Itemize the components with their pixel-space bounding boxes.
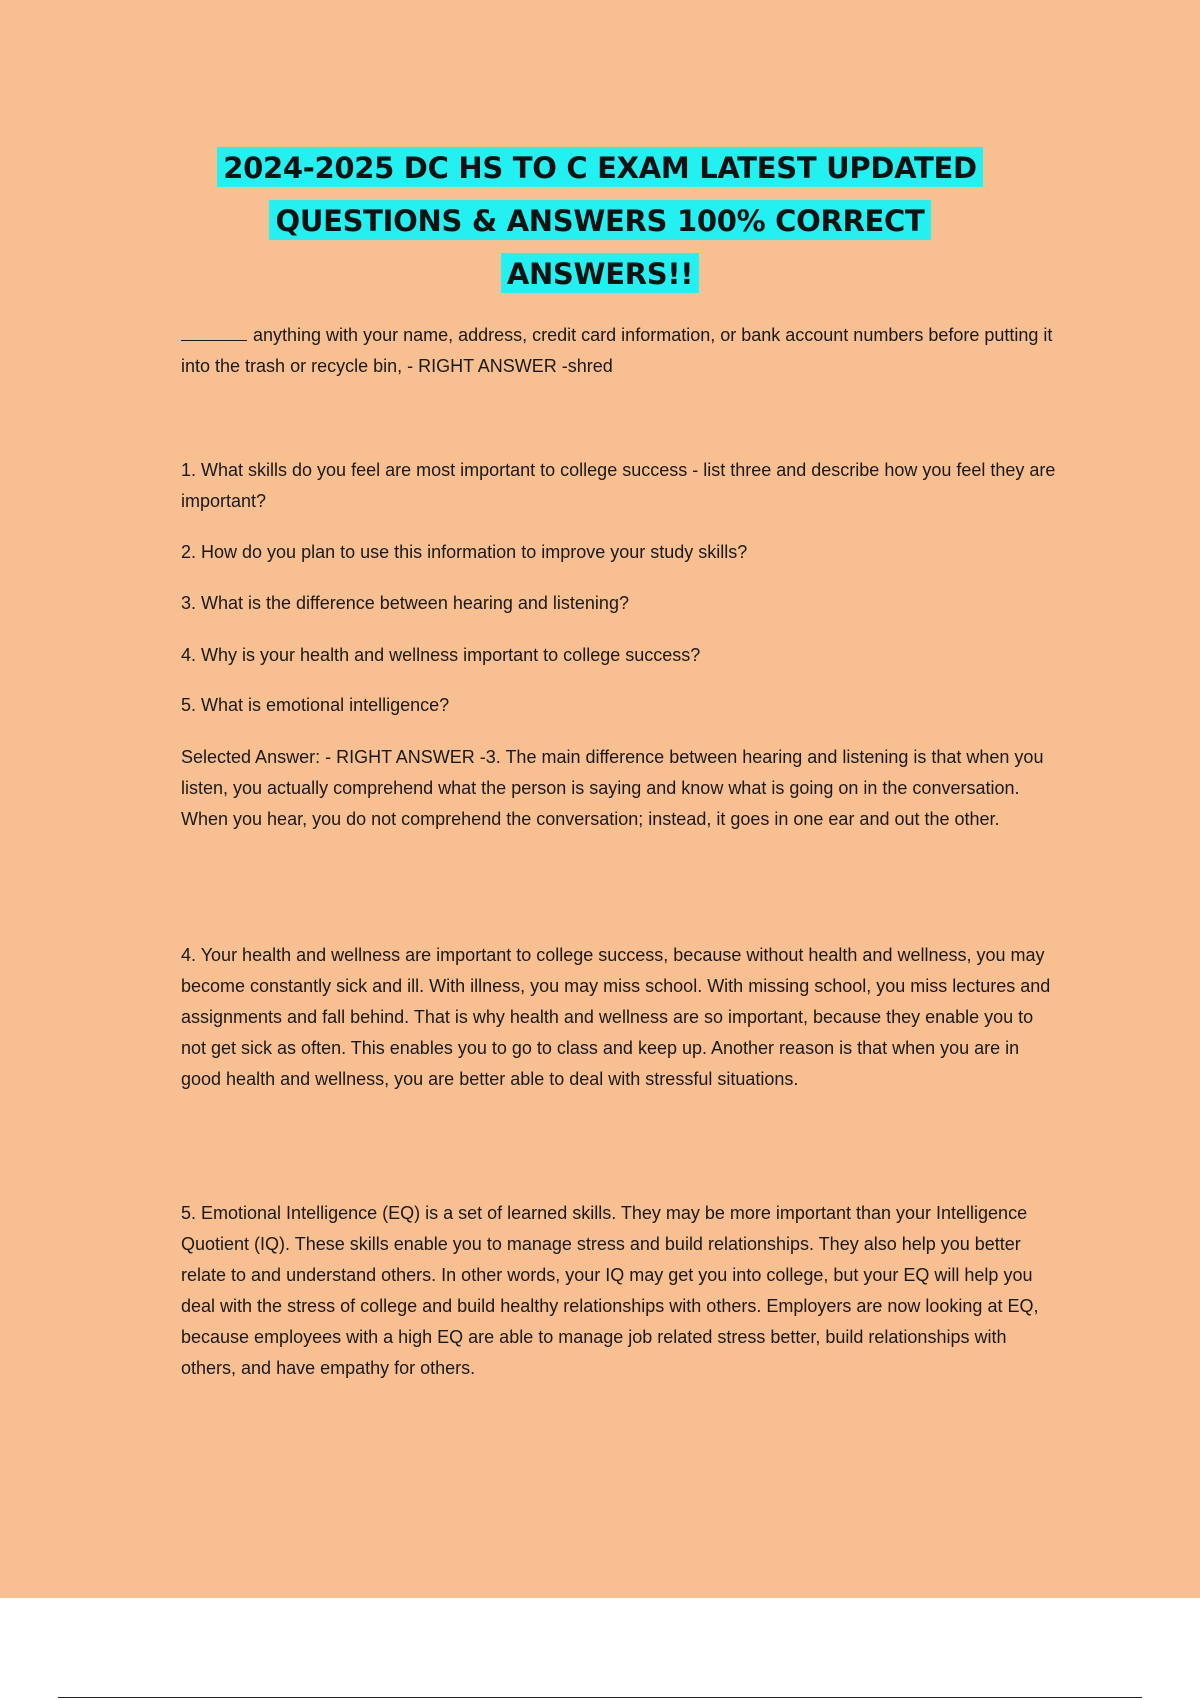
- title-line-2: QUESTIONS & ANSWERS 100% CORRECT: [269, 200, 930, 240]
- answer-4: [181, 940, 1061, 1095]
- question-1: [181, 455, 1061, 517]
- question-2: [181, 537, 1061, 568]
- document-title: [0, 142, 1200, 301]
- question-3-text: 3. What is the difference between hearing and listening?: [181, 593, 629, 613]
- question-1-text: 1. What skills do you feel are most important to college success - list three and describe how you feel they are important?: [181, 460, 1056, 511]
- answer-4-text: 4. Your health and wellness are important to college success, because without health and wellness, you may become constantly sick and ill. With illness, you may miss school. With missing school, you miss lectures and assignments and fall behind. That is why health and wellness are so important, because they enable you to not get sick as often. This enables you to go to class and keep up. Another reason is that when you are in good health and wellness, you are better able to deal with stressful situations.: [181, 945, 1051, 1089]
- question-3: [181, 588, 1061, 619]
- question-4-text: 4. Why is your health and wellness important to college success?: [181, 645, 701, 665]
- selected-answer: [181, 742, 1061, 835]
- intro-question: [181, 320, 1061, 382]
- answer-5-text: 5. Emotional Intelligence (EQ) is a set of learned skills. They may be more important than your Intelligence Quotient (IQ). These skills enable you to manage stress and build relationships. They also help you better relate to and understand others. In other words, your IQ may get you into college, but your EQ will help you deal with the stress of college and build healthy relationships with others. Employers are now looking at EQ, because employees with a high EQ are able to manage job related stress better, build relationships with others, and have empathy for others.: [181, 1203, 1039, 1378]
- title-line-1: 2024-2025 DC HS TO C EXAM LATEST UPDATED: [217, 147, 983, 187]
- question-2-text: 2. How do you plan to use this information to improve your study skills?: [181, 542, 748, 562]
- intro-text: anything with your name, address, credit card information, or bank account numbers before putting it into the trash or recycle bin, - RIGHT ANSWER -shred: [181, 325, 1053, 376]
- question-5-text: 5. What is emotional intelligence?: [181, 695, 450, 715]
- answer-5: [181, 1198, 1061, 1384]
- question-4: [181, 640, 1061, 671]
- selected-answer-text: Selected Answer: - RIGHT ANSWER -3. The main difference between hearing and listening is that when you listen, you actually comprehend what the person is saying and know what is going on in the conversation. When you hear, you do not comprehend the conversation; instead, it goes in one ear and out the other.: [181, 747, 1044, 829]
- title-line-3: ANSWERS!!: [501, 253, 699, 293]
- question-5: [181, 690, 1061, 721]
- fill-in-blank: [181, 322, 247, 341]
- footer-divider: [58, 1697, 1142, 1698]
